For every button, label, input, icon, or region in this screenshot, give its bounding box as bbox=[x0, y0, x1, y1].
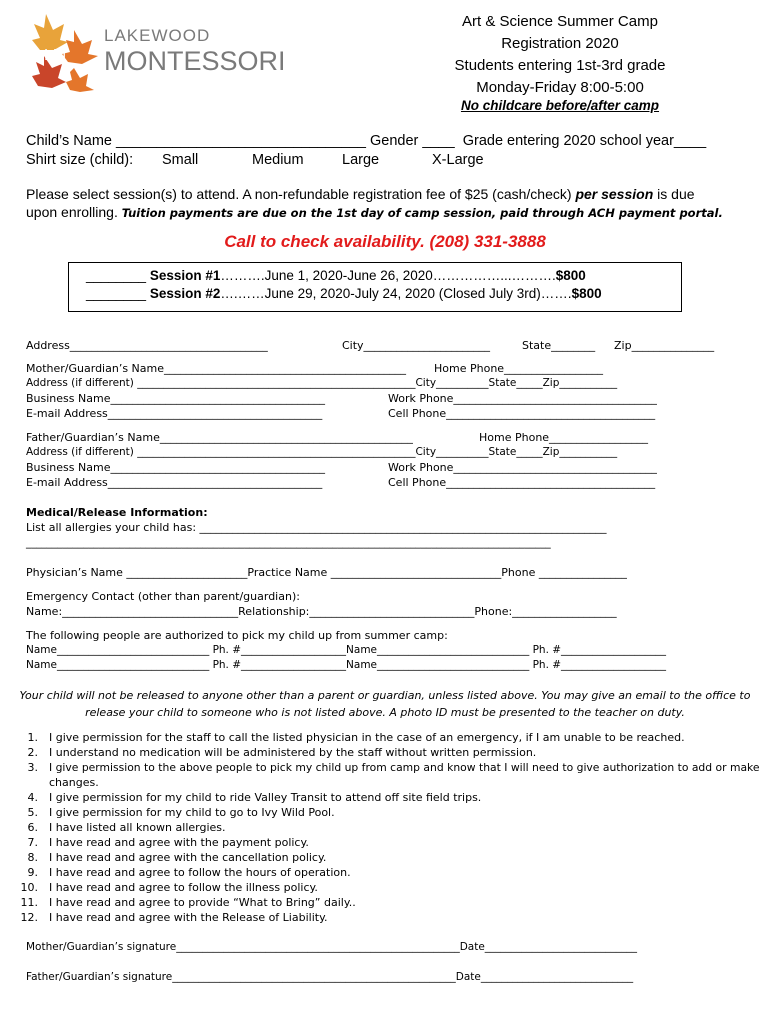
father-work-phone-field[interactable]: Work Phone_____________________________________ bbox=[388, 461, 657, 474]
mother-name-field[interactable]: Mother/Guardian’s Name____________________________________________ bbox=[26, 362, 406, 375]
zip-field[interactable]: Zip_______________ bbox=[614, 339, 715, 352]
city-field[interactable]: City_______________________ bbox=[342, 339, 491, 352]
list-item: I give permission for my child to go to Ivy Wild Pool. bbox=[49, 806, 335, 819]
father-email-field[interactable]: E-mail Address_______________________________________ bbox=[26, 476, 323, 489]
list-item-number: 11. bbox=[20, 896, 38, 909]
list-item-number: 2. bbox=[27, 746, 38, 759]
release-notice-line2: release your child to someone who is not listed above. A photo ID must be presented to the teacher on duty. bbox=[85, 706, 685, 719]
list-item: I give permission for the staff to call the listed physician in the case of an emergency, if I am unable to be reached. bbox=[49, 731, 685, 744]
list-item-number: 7. bbox=[27, 836, 38, 849]
father-cell-phone-field[interactable]: Cell Phone______________________________________ bbox=[388, 476, 656, 489]
list-item-number: 9. bbox=[27, 866, 38, 879]
address-field[interactable]: Address____________________________________ bbox=[26, 339, 268, 352]
mother-email-field[interactable]: E-mail Address_______________________________________ bbox=[26, 407, 323, 420]
session-1-row[interactable]: ________ Session #1……….June 1, 2020-June 26, 2020……………...……….$800 bbox=[86, 268, 586, 283]
list-item: I have read and agree with the payment policy. bbox=[49, 836, 309, 849]
emergency-contact-label: Emergency Contact (other than parent/guardian): bbox=[26, 590, 300, 603]
session-instructions-line2: upon enrolling. Tuition payments are due on the 1st day of camp session, paid through ACH payment portal. bbox=[26, 204, 723, 220]
list-item: I have read and agree to follow the illness policy. bbox=[49, 881, 318, 894]
list-item: I have read and agree to follow the hours of operation. bbox=[49, 866, 351, 879]
list-item: I have listed all known allergies. bbox=[49, 821, 226, 834]
father-address-field[interactable]: Address (if different) _____________________________________________________City__________State_____Zip___________ bbox=[26, 446, 618, 458]
list-item: I have read and agree with the cancellation policy. bbox=[49, 851, 327, 864]
mother-cell-phone-field[interactable]: Cell Phone______________________________________ bbox=[388, 407, 656, 420]
header-line3: Students entering 1st-3rd grade bbox=[454, 57, 666, 74]
list-item: I have read and agree with the Release of Liability. bbox=[49, 911, 328, 924]
list-item-number: 4. bbox=[27, 791, 38, 804]
list-item: I give permission to the above people to pick my child up from camp and know that I will need to give authorization to add or make bbox=[49, 761, 760, 774]
allergies-field[interactable]: List all allergies your child has: __________________________________________________________________________ bbox=[26, 521, 607, 534]
header-note: No childcare before/after camp bbox=[460, 98, 660, 113]
list-item: I give permission for my child to ride Valley Transit to attend off site field trips. bbox=[49, 791, 482, 804]
shirt-size-small[interactable]: Small bbox=[162, 152, 199, 168]
mother-business-field[interactable]: Business Name_______________________________________ bbox=[26, 392, 325, 405]
emergency-contact-line[interactable]: Name:________________________________Relationship:______________________________Phone:___________________ bbox=[26, 605, 617, 618]
medical-title: Medical/Release Information: bbox=[26, 506, 208, 519]
father-home-phone-field[interactable]: Home Phone__________________ bbox=[479, 431, 649, 444]
list-item-number: 5. bbox=[27, 806, 38, 819]
physician-line[interactable]: Physician’s Name ______________________Practice Name _______________________________Phone ________________ bbox=[26, 566, 627, 579]
mother-signature-line[interactable]: Mother/Guardian’s signature______________________________________________________Date_____________________________ bbox=[26, 941, 638, 953]
shirt-size-medium[interactable]: Medium bbox=[252, 152, 304, 168]
pickup-title: The following people are authorized to pick my child up from summer camp: bbox=[26, 629, 448, 642]
list-item: I understand no medication will be administered by the staff without written permission. bbox=[49, 746, 537, 759]
father-business-field[interactable]: Business Name_______________________________________ bbox=[26, 461, 325, 474]
logo-line1: LAKEWOOD bbox=[104, 26, 211, 45]
list-item-number: 6. bbox=[27, 821, 38, 834]
call-availability: Call to check availability. (208) 331-3888 bbox=[224, 232, 546, 251]
header-line4: Monday-Friday 8:00-5:00 bbox=[476, 79, 644, 96]
list-item-number: 1. bbox=[27, 731, 38, 744]
list-item: I have read and agree to provide “What to Bring” daily.. bbox=[49, 896, 356, 909]
mother-address-field[interactable]: Address (if different) _____________________________________________________City__________State_____Zip___________ bbox=[26, 377, 618, 389]
mother-home-phone-field[interactable]: Home Phone__________________ bbox=[434, 362, 604, 375]
shirt-size-label: Shirt size (child): bbox=[26, 152, 134, 168]
release-notice-line1: Your child will not be released to anyone other than a parent or guardian, unless listed above. You may give an email to the office to bbox=[19, 689, 751, 702]
session-instructions-line1: Please select session(s) to attend. A non-refundable registration fee of $25 (cash/check) per session is due bbox=[26, 186, 695, 202]
session-2-row[interactable]: ________ Session #2….……June 29, 2020-July 24, 2020 (Closed July 3rd)…….$800 bbox=[86, 286, 602, 301]
logo-initials: LM bbox=[44, 47, 67, 64]
list-item-number: 12. bbox=[20, 911, 38, 924]
father-signature-line[interactable]: Father/Guardian’s signature______________________________________________________Date_____________________________ bbox=[26, 971, 634, 983]
list-item-number: 10. bbox=[20, 881, 38, 894]
list-item-number: 8. bbox=[27, 851, 38, 864]
allergies-field-line2[interactable]: _____________________________________________________________________________________________________ bbox=[26, 537, 551, 549]
pickup-line-1[interactable]: Name_____________________________ Ph. #____________________Name_____________________________ Ph. #____________________ bbox=[26, 644, 667, 656]
header-line2: Registration 2020 bbox=[501, 35, 619, 52]
header-line1: Art & Science Summer Camp bbox=[462, 13, 658, 30]
father-name-field[interactable]: Father/Guardian’s Name______________________________________________ bbox=[26, 431, 413, 444]
list-item-number: 3. bbox=[27, 761, 38, 774]
shirt-size-large[interactable]: Large bbox=[342, 152, 380, 168]
logo-line2: MONTESSORI bbox=[104, 46, 286, 76]
mother-work-phone-field[interactable]: Work Phone_____________________________________ bbox=[388, 392, 657, 405]
shirt-size-xlarge[interactable]: X-Large bbox=[432, 152, 484, 168]
school-logo bbox=[26, 12, 296, 92]
pickup-line-2[interactable]: Name_____________________________ Ph. #____________________Name_____________________________ Ph. #____________________ bbox=[26, 659, 667, 671]
list-item: changes. bbox=[49, 776, 99, 789]
child-name-line[interactable]: Child’s Name _______________________________ Gender ____ Grade entering 2020 school year____ bbox=[26, 133, 707, 149]
state-field[interactable]: State________ bbox=[522, 339, 596, 352]
maple-leaf-icon bbox=[26, 12, 106, 92]
